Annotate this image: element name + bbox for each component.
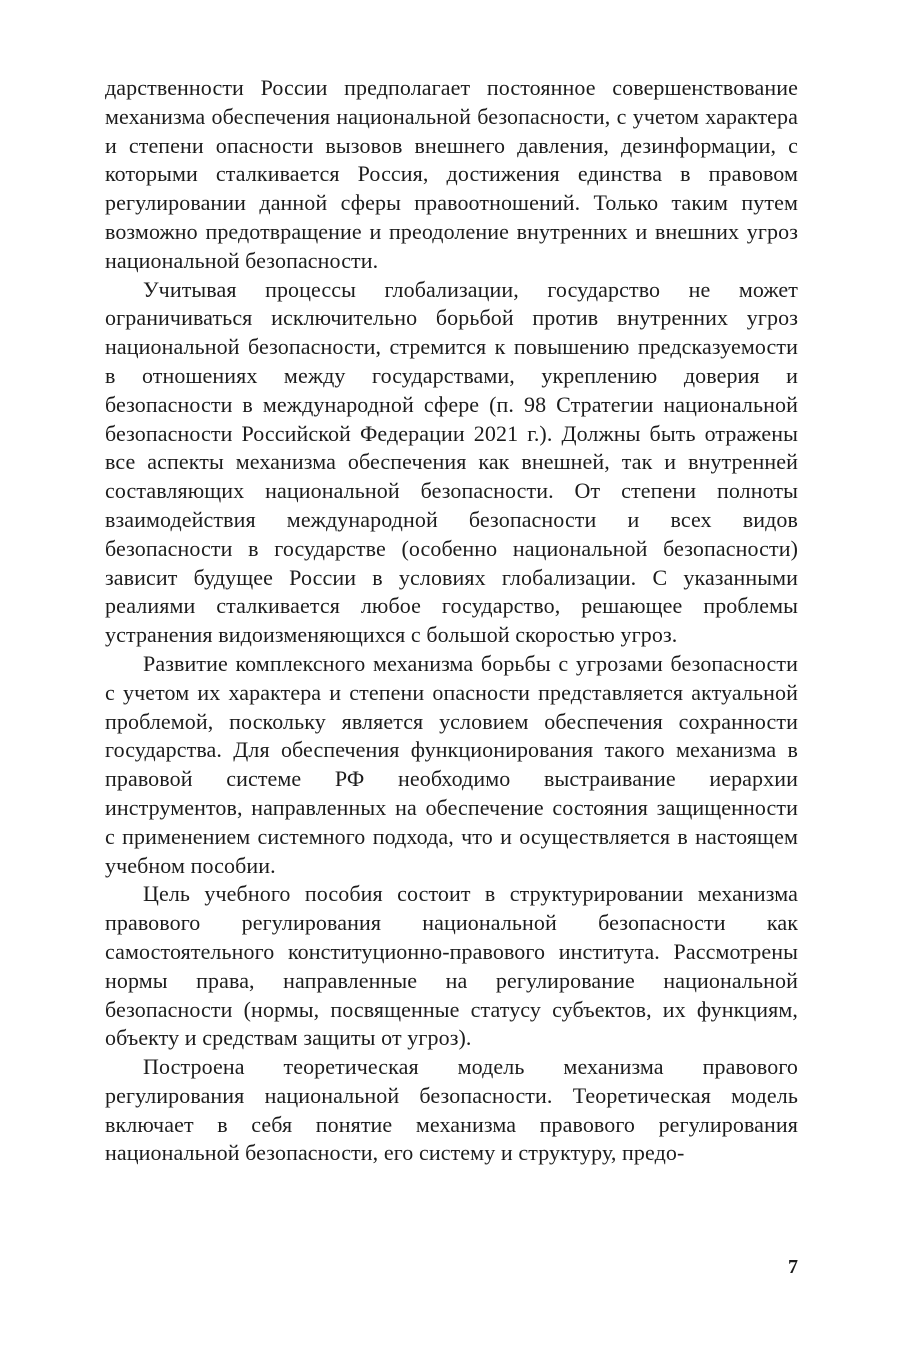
paragraph: Развитие комплексного механизма борьбы с угрозами безопасности с учетом их характера и степени опасности представляется актуальной проблемой, поскольку является условием обеспечения сохранности государства. Для обеспечения функционирования такого механизма в правовой системе РФ необходимо выстраивание иерархии инструментов, направленных на обеспечение состояния защищенности с применением системного подхода, что и осуществляется в настоящем учебном пособии. (105, 650, 798, 878)
page-number: 7 (788, 1256, 798, 1278)
paragraph: Построена теоретическая модель механизма правового регулирования национальной безопасности. Теоретическая модель включает в себя понятие механизма правового регулирования национальной безопасности, его систему и структуру, предо- (105, 1054, 798, 1166)
page-text (105, 74, 798, 1168)
paragraph: Учитывая процессы глобализации, государство не может ограничиваться исключительно борьбой против внутренних угроз национальной безопасности, стремится к повышению предсказуемости в отношениях между государствами, укреплению доверия и безопасности в международной сфере (п. 98 Стратегии национальной безопасности Российской Федерации 2021 г.). Должны быть отражены все аспекты механизма обеспечения как внешней, так и внутренней составляющих национальной безопасности. От степени полноты взаимодействия международной безопасности и всех видов безопасности в государстве (особенно национальной безопасности) зависит будущее России в условиях глобализации. С указанными реалиями сталкивается любое государство, решающее проблемы устранения видоизменяющихся с большой скоростью угроз. (105, 276, 798, 648)
paragraph: дарственности России предполагает постоянное совершенствование механизма обеспечения национальной безопасности, с учетом характера и степени опасности вызовов внешнего давления, дезинформации, с которыми сталкивается Россия, достижения единства в правовом регулировании данной сферы правоотношений. Только таким путем возможно предотвращение и преодоление внутренних и внешних угроз национальной безопасности. (105, 75, 798, 273)
paragraph: Цель учебного пособия состоит в структурировании механизма правового регулирования национальной безопасности как самостоятельного конституционно-правового института. Рассмотрены нормы права, направленные на регулирование национальной безопасности (нормы, посвященные статусу субъектов, их функциям, объекту и средствам защиты от угроз). (105, 881, 798, 1051)
